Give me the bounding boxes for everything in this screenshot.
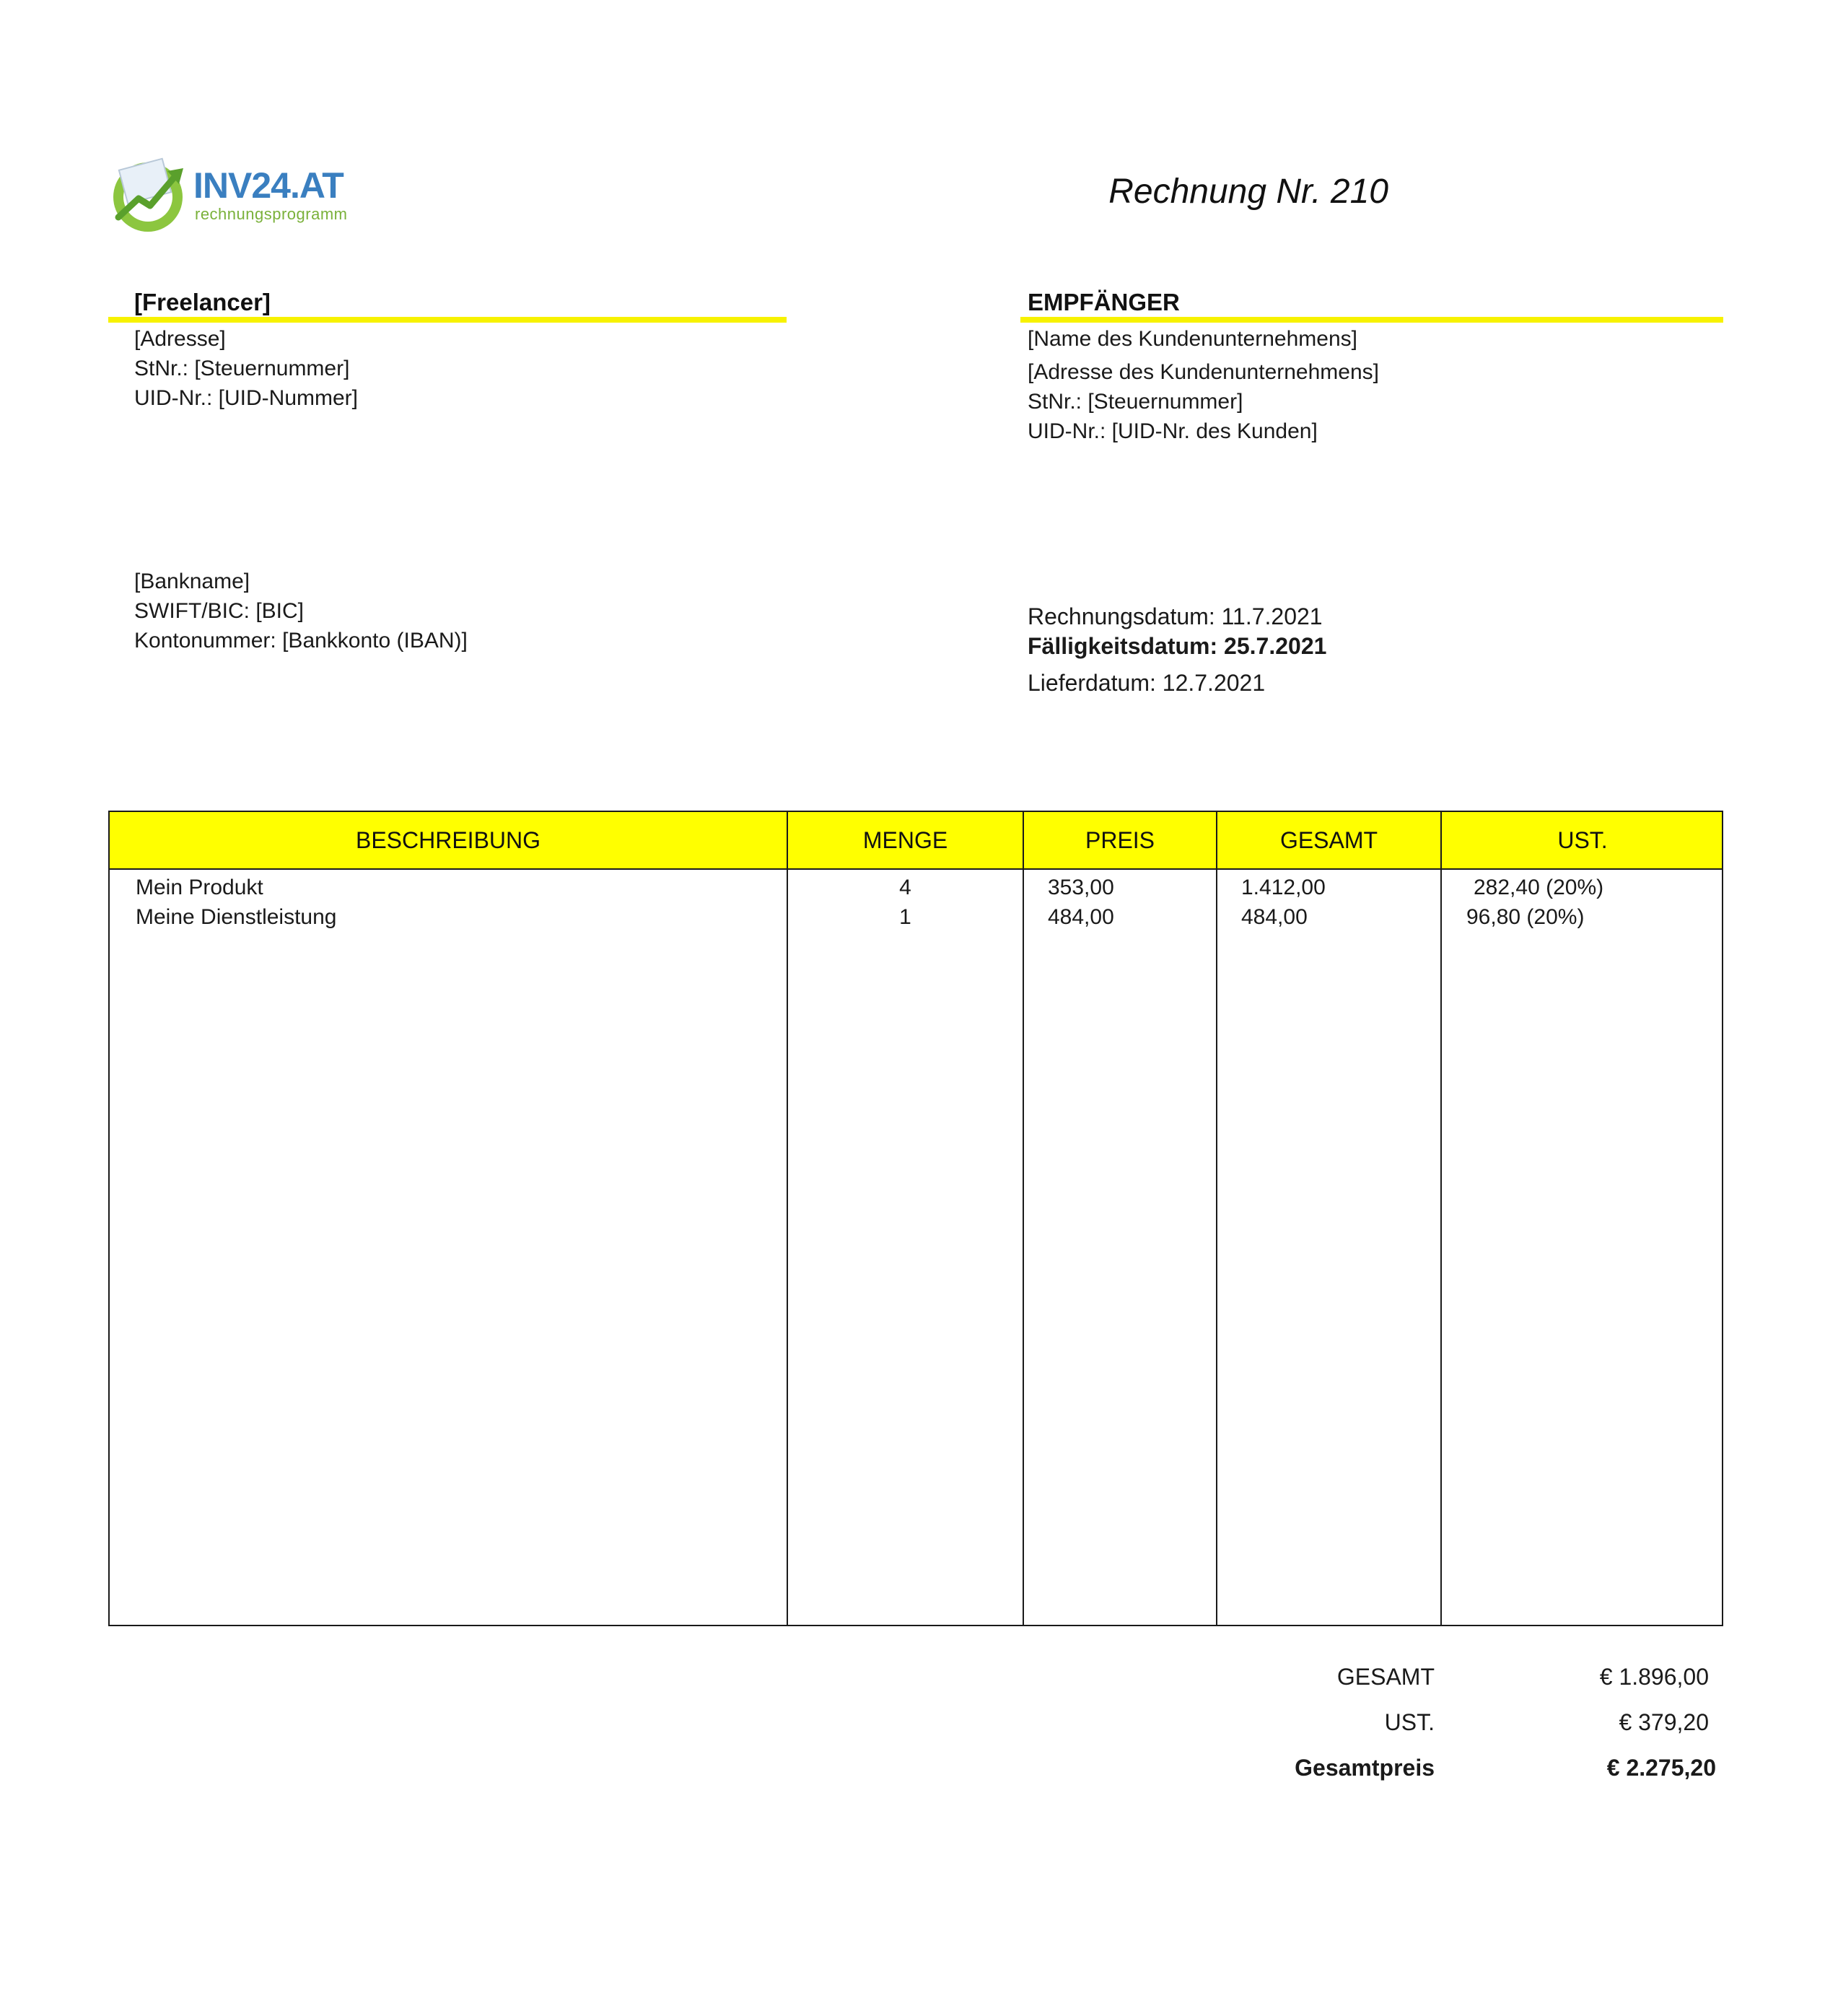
bank-name: [Bankname] xyxy=(134,570,250,593)
row-2-vat: 96,80 (20%) xyxy=(1466,905,1585,929)
header-total: GESAMT xyxy=(1279,827,1378,853)
due-date: Fälligkeitsdatum: 25.7.2021 xyxy=(1028,633,1327,659)
bank-account: Kontonummer: [Bankkonto (IBAN)] xyxy=(134,629,468,653)
recipient-tax-no: StNr.: [Steuernummer] xyxy=(1028,390,1243,414)
recipient-vat-id: UID-Nr.: [UID-Nr. des Kunden] xyxy=(1028,419,1318,443)
subtotal-label: GESAMT xyxy=(1336,1664,1435,1690)
invoice-dates xyxy=(1028,602,1326,698)
row-1-price: 353,00 xyxy=(1048,876,1114,899)
column-divider xyxy=(1440,812,1442,1625)
row-1-total: 1.412,00 xyxy=(1241,876,1326,899)
sender-details xyxy=(134,324,358,413)
row-1-description: Mein Produkt xyxy=(136,876,263,899)
column-divider xyxy=(1216,812,1217,1625)
recipient-address: [Adresse des Kundenunternehmens] xyxy=(1028,360,1379,384)
recipient-heading: EMPFÄNGER xyxy=(1028,289,1180,315)
logo-brand: INV24.AT xyxy=(193,165,343,206)
column-divider xyxy=(787,812,788,1625)
row-2-description: Meine Dienstleistung xyxy=(136,905,337,929)
delivery-date: Lieferdatum: 12.7.2021 xyxy=(1028,670,1266,696)
vat-total-label: UST. xyxy=(1384,1709,1435,1735)
bank-swift: SWIFT/BIC: [BIC] xyxy=(134,599,305,623)
header-vat: UST. xyxy=(1557,827,1608,853)
bank-details xyxy=(134,567,468,655)
row-1-vat: 282,40 (20%) xyxy=(1474,876,1604,899)
header-description: BESCHREIBUNG xyxy=(355,827,541,853)
sender-heading: [Freelancer] xyxy=(134,289,271,315)
row-1-quantity: 4 xyxy=(899,876,911,899)
invoice-title: Rechnung Nr. 210 xyxy=(1108,173,1388,211)
sender-divider xyxy=(108,317,787,323)
sender-vat-id: UID-Nr.: [UID-Nummer] xyxy=(134,386,358,410)
row-2-quantity: 1 xyxy=(899,905,911,929)
vat-total-value: € 379,20 xyxy=(1619,1709,1709,1735)
items-table xyxy=(108,811,1723,1626)
sender-address: [Adresse] xyxy=(134,327,226,351)
header-quantity: MENGE xyxy=(862,827,948,853)
header-price: PREIS xyxy=(1085,827,1155,853)
invoice-date: Rechnungsdatum: 11.7.2021 xyxy=(1028,603,1323,629)
subtotal-value: € 1.896,00 xyxy=(1599,1664,1709,1690)
sender-tax-no: StNr.: [Steuernummer] xyxy=(134,357,350,380)
column-divider xyxy=(1023,812,1024,1625)
logo-tagline: rechnungsprogramm xyxy=(195,205,348,223)
recipient-divider xyxy=(1020,317,1723,323)
row-2-price: 484,00 xyxy=(1048,905,1114,929)
grand-total-label: Gesamtpreis xyxy=(1295,1755,1435,1781)
grand-total-value: € 2.275,20 xyxy=(1606,1755,1716,1781)
row-2-total: 484,00 xyxy=(1241,905,1308,929)
recipient-name: [Name des Kundenunternehmens] xyxy=(1028,327,1357,351)
recipient-details xyxy=(1028,324,1379,446)
